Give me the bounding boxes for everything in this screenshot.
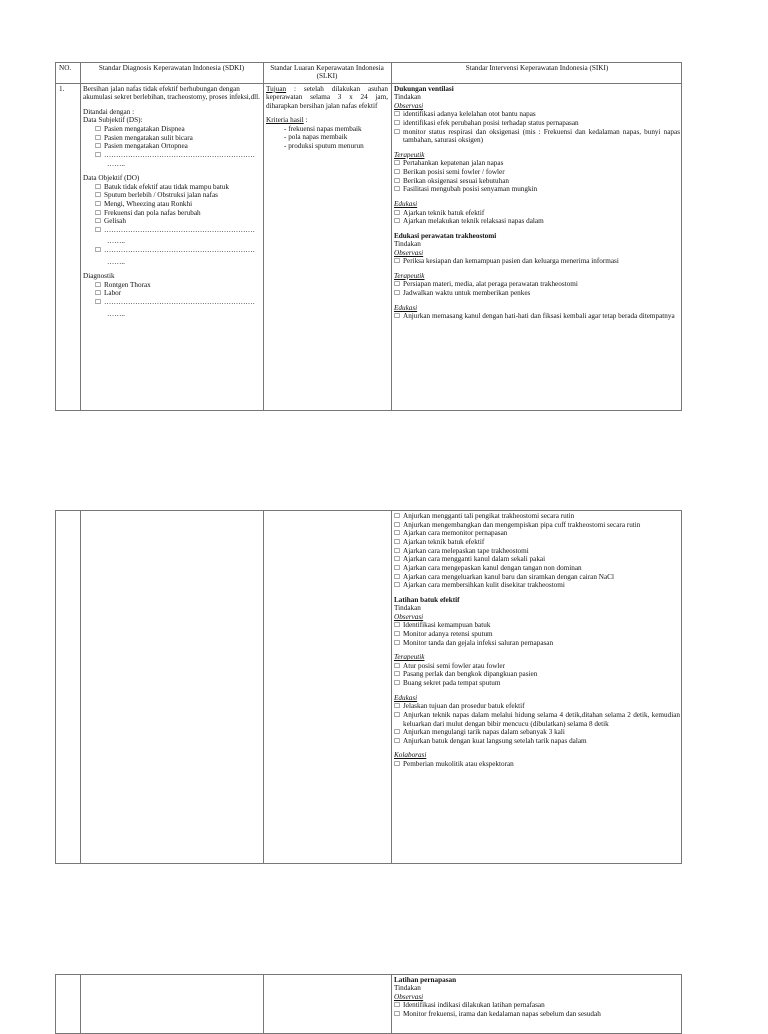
ds-item[interactable]: ☐ Pasien mengatakan Ortopnea xyxy=(95,142,260,151)
intervention-item[interactable]: ☐ Anjurkan mengulangi tarik napas dalam sebanyak 3 kali xyxy=(394,728,680,737)
do-item[interactable]: ☐ Frekuensi dan pola nafas berubah xyxy=(95,209,260,218)
intervention-item[interactable]: ☐ Identifikasi kemampuan batuk xyxy=(394,621,680,630)
care-plan-table-3 xyxy=(55,974,682,1034)
kriteria-label: Kriteria hasil xyxy=(266,116,304,125)
do-item[interactable]: ☐ Sputum berlebih / Obstruksi jalan nafas xyxy=(95,191,260,200)
intervention-item[interactable]: ☐ Buang sekret pada tempat sputum xyxy=(394,679,680,688)
edukasi-label: Edukasi xyxy=(394,303,418,312)
siki-cell xyxy=(391,975,683,1020)
intervention-title: Latihan batuk efektif xyxy=(394,595,460,604)
intervention-item[interactable]: ☐ Monitor tanda dan gejala infeksi saluran pernapasan xyxy=(394,639,680,648)
intervention-item[interactable]: ☐ Anjurkan mengganti tali pengikat trakheostomi secara rutin xyxy=(394,512,680,521)
intervention-item[interactable]: ☐ identifikasi efek perubahan posisi terhadap status pernapasan xyxy=(394,119,680,128)
intervention-item[interactable]: ☐ Fasilitasi mengubah posisi senyaman mungkin xyxy=(394,185,680,194)
kriteria-item xyxy=(266,142,388,150)
intervention-item[interactable]: ☐ Ajarkan cara mengganti kanul dalam sekali pakai xyxy=(394,555,680,564)
intervention-item[interactable]: ☐ Jelaskan tujuan dan prosedur batuk efektif xyxy=(394,702,680,711)
column-divider xyxy=(80,975,264,1033)
intervention-item[interactable]: ☐ Anjurkan teknik napas dalam melalui hidung selama 4 detik,ditahan selama 2 detik, kemudian keluarkan dari mulut dengan bibir mencucu (dibulatkan) selama 8 detik xyxy=(394,711,680,728)
intervention-item[interactable]: ☐ Atur posisi semi fowler atau fowler xyxy=(394,662,680,671)
table-header xyxy=(56,63,681,84)
header-no: NO. xyxy=(59,64,72,72)
intervention-item[interactable]: ☐ Ajarkan teknik batuk efektif xyxy=(394,538,680,547)
do-dots: …….. xyxy=(107,237,125,246)
do-item[interactable]: ☐ ……………………………………………………… xyxy=(95,226,260,235)
intervention-item[interactable]: ☐ Periksa kesiapan dan kemampuan pasien dan keluarga menerima informasi xyxy=(394,257,680,266)
intervention-title: Edukasi perawatan trakheostomi xyxy=(394,231,497,240)
header-sdki: Standar Diagnosis Keperawatan Indonesia (SDKI) xyxy=(98,64,245,72)
care-plan-table-1 xyxy=(55,62,682,411)
column-divider xyxy=(80,511,264,863)
slki-cell xyxy=(263,84,391,151)
diagnostik-item[interactable]: ☐ Rontgen Thorax xyxy=(95,281,260,290)
ds-item[interactable]: ☐ Pasien mengatakan sulit bicara xyxy=(95,134,260,143)
intervention-item[interactable]: ☐ Berikan posisi semi fowler / fowler xyxy=(394,168,680,177)
intervention-item[interactable]: ☐ Monitor frekuensi, irama dan kedalaman napas sebelum dan sesudah xyxy=(394,1010,680,1019)
intervention-item[interactable]: ☐ Pasang perlak dan bengkok dipangkuan pasien xyxy=(394,670,680,679)
care-plan-table-2 xyxy=(55,510,682,864)
do-item[interactable]: ☐ Gelisah xyxy=(95,217,260,226)
dash-glyph: - xyxy=(284,141,287,150)
tujuan-label: Tujuan xyxy=(266,85,287,93)
intervention-item[interactable]: ☐ Pertahankan kepatenan jalan napas xyxy=(394,159,680,168)
intervention-item[interactable]: ☐ Ajarkan cara mengepaskan kanul dengan tangan non dominan xyxy=(394,564,680,573)
intervention-item[interactable]: ☐ Jadwalkan waktu untuk memberikan penkes xyxy=(394,289,680,298)
diagnosis-text: Bersihan jalan nafas tidak efektif berhubungan dengan akumulasi sekret berlebihan, tracheostomy, proses infeksi,dll. xyxy=(83,85,260,102)
tujuan-body: : setelah dilakukan asuhan keperawatan selama 3 x 24 jam, diharapkan bersihan jalan nafas efektif xyxy=(266,85,388,110)
kriteria-text: frekuensi napas membaik xyxy=(288,124,362,133)
ds-item[interactable]: ☐ Pasien mengatakan Dispnea xyxy=(95,125,260,134)
siki-cell xyxy=(391,84,683,322)
intervention-item[interactable]: ☐ Ajarkan cara melepaskan tape trakheostomi xyxy=(394,547,680,556)
edukasi-label: Edukasi xyxy=(394,200,418,209)
edukasi-label: Edukasi xyxy=(394,693,418,702)
ds-dots: …….. xyxy=(107,159,125,168)
intervention-item[interactable]: ☐ Ajarkan cara memonitor pernapasan xyxy=(394,529,680,538)
kolaborasi-label: Kolaborasi xyxy=(394,751,427,760)
observasi-label: Observasi xyxy=(394,248,424,257)
do-item[interactable]: ☐ Batuk tidak efektif atau tidak mampu batuk xyxy=(95,183,260,192)
observasi-label: Observasi xyxy=(394,992,424,1001)
intervention-item[interactable]: ☐ Persiapan materi, media, alat peraga perawatan trakheostomi xyxy=(394,280,680,289)
row-number: 1. xyxy=(59,85,65,93)
kriteria-hasil xyxy=(266,116,388,124)
intervention-item[interactable]: ☐ Ajarkan melakukan teknik relaksasi napas dalam xyxy=(394,217,680,226)
kriteria-text: pola napas membaik xyxy=(288,133,348,142)
siki-cell xyxy=(391,511,683,770)
intervention-item[interactable]: ☐ Anjurkan batuk dengan kuat langsung setelah tarik napas dalam xyxy=(394,737,680,746)
column-divider xyxy=(263,975,392,1033)
kriteria-text: produksi sputum menurun xyxy=(288,141,364,150)
sdki-cell xyxy=(80,84,263,319)
observasi-label: Observasi xyxy=(394,101,424,110)
do-dots: …….. xyxy=(107,257,125,266)
intervention-item[interactable]: ☐ Anjurkan mengembangkan dan mengempiskan pipa cuff trakheostomi secara rutin xyxy=(394,521,680,530)
kriteria-colon: : xyxy=(303,116,308,125)
intervention-item[interactable]: ☐ Anjurkan memasang kanul dengan hati-hati dan fiksasi kembali agar tetap berada ditempatnya xyxy=(394,312,680,321)
ditandai-label: Ditandai dengan : xyxy=(83,107,135,116)
intervention-title: Latihan pernapasan xyxy=(394,976,457,984)
ds-item[interactable]: ☐ ……………………………………………………… xyxy=(95,151,260,160)
tindakan-label: Tindakan xyxy=(394,984,421,993)
dash-glyph: - xyxy=(284,124,287,133)
tujuan-text xyxy=(266,85,388,110)
intervention-item[interactable]: ☐ monitor status respirasi dan oksigenasi (mis : Frekuensi dan kedalaman napas, bunyi napas tambahan, saturasi oksigen) xyxy=(394,128,680,145)
intervention-item[interactable]: ☐ Ajarkan cara mengeluarkan kanul baru dan siramkan dengan cairan NaCl xyxy=(394,573,680,582)
tindakan-label: Tindakan xyxy=(394,240,421,249)
intervention-item[interactable]: ☐ Identifikasi indikasi dilakukan latihan pernafasan xyxy=(394,1001,680,1010)
tindakan-label: Tindakan xyxy=(394,93,421,102)
diagnostik-title: Diagnostik xyxy=(83,272,115,281)
diagnostik-item[interactable]: ☐ ……………………………………………………… xyxy=(95,298,260,307)
intervention-item[interactable]: ☐ Ajarkan cara membersihkan kulit disekitar trakheostomi xyxy=(394,581,680,590)
header-slki: Standar Luaran Keperawatan Indonesia (SLKI) xyxy=(270,64,384,81)
terapeutik-label: Terapeutik xyxy=(394,271,425,280)
header-siki: Standar Intervensi Keperawatan Indonesia (SIKI) xyxy=(465,64,609,72)
intervention-item[interactable]: ☐ Monitor adanya retensi sputum xyxy=(394,630,680,639)
intervention-item[interactable]: ☐ Pemberian mukolitik atau ekspektoran xyxy=(394,760,680,769)
dash-glyph: - xyxy=(284,133,287,142)
kriteria-item xyxy=(266,125,388,133)
intervention-item[interactable]: ☐ identifikasi adanya kelelahan otot bantu napas xyxy=(394,110,680,119)
terapeutik-label: Terapeutik xyxy=(394,150,425,159)
intervention-item[interactable]: ☐ Berikan oksigenasi sesuai kebutuhan xyxy=(394,177,680,186)
tindakan-label: Tindakan xyxy=(394,604,421,613)
do-item[interactable]: ☐ Mengi, Wheezing atau Ronkhi xyxy=(95,200,260,209)
do-item[interactable]: ☐ ……………………………………………………… xyxy=(95,246,260,255)
intervention-item[interactable]: ☐ Ajarkan teknik batuk efektif xyxy=(394,209,680,218)
terapeutik-label: Terapeutik xyxy=(394,653,425,662)
kriteria-item xyxy=(266,133,388,141)
ds-title: Data Subjektif (DS): xyxy=(83,116,143,125)
diagnostik-dots: …….. xyxy=(107,309,125,318)
diagnostik-item[interactable]: ☐ Labor xyxy=(95,289,260,298)
do-title: Data Objektif (DO) xyxy=(83,174,140,183)
column-divider xyxy=(263,511,392,863)
intervention-title: Dukungan ventilasi xyxy=(394,85,454,93)
observasi-label: Observasi xyxy=(394,612,424,621)
